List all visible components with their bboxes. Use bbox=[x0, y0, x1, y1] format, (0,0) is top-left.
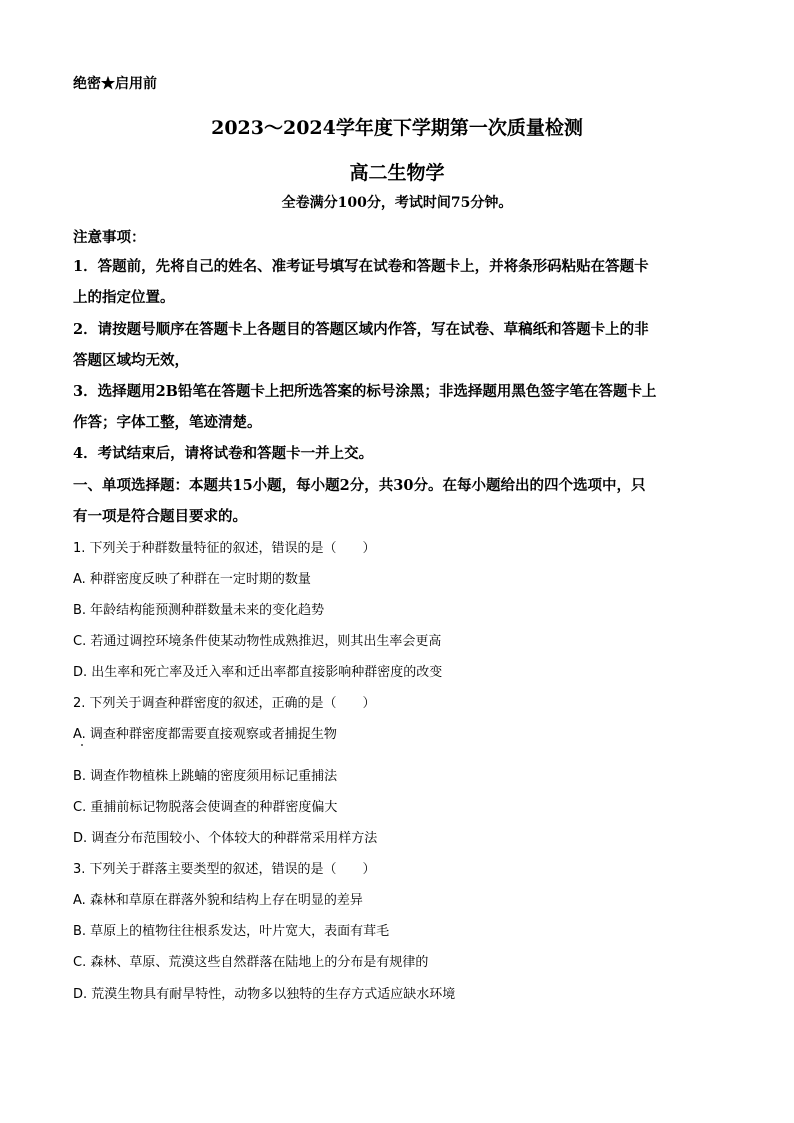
exam-title: 2023～2024学年度下学期第一次质量检测 bbox=[211, 117, 583, 139]
notes-heading: 注意事项： bbox=[73, 229, 146, 246]
question-stem: 3. 下列关于群落主要类型的叙述，错误的是（ ） bbox=[73, 862, 376, 877]
score-time-info: 全卷满分100分，考试时间75分钟。 bbox=[281, 195, 513, 211]
question-option: A. 种群密度反映了种群在一定时期的数量 bbox=[73, 572, 311, 587]
section-heading: 一、单项选择题：本题共15小题，每小题2分，共30分。在每小题给出的四个选项中，只 bbox=[73, 477, 646, 494]
question-option: D. 出生率和死亡率及迁入率和迁出率都直接影响种群密度的改变 bbox=[73, 665, 443, 680]
question-option: C. 重捕前标记物脱落会使调查的种群密度偏大 bbox=[73, 800, 338, 815]
note-line: 4．考试结束后，请将试卷和答题卡一并上交。 bbox=[73, 445, 374, 462]
question-option: C. 若通过调控环境条件使某动物性成熟推迟，则其出生率会更高 bbox=[73, 634, 442, 649]
question-stem: 1. 下列关于种群数量特征的叙述，错误的是（ ） bbox=[73, 541, 376, 556]
question-option: B. 调查作物植株上跳蝻的密度须用标记重捕法 bbox=[73, 769, 338, 784]
question-option: B. 草原上的植物往往根系发达，叶片宽大，表面有茸毛 bbox=[73, 924, 390, 939]
question-stem: 2. 下列关于调查种群密度的叙述，正确的是（ ） bbox=[73, 696, 376, 711]
question-option: A. 森林和草原在群落外貌和结构上存在明显的差异 bbox=[73, 893, 363, 908]
question-option: D. 荒漠生物具有耐旱特性，动物多以独特的生存方式适应缺水环境 bbox=[73, 987, 456, 1002]
subject-title: 高二生物学 bbox=[349, 162, 445, 184]
section-heading-cont: 有一项是符合题目要求的。 bbox=[73, 508, 247, 525]
question-option: A. 调查种群密度都需要直接观察或者捕捉生物 bbox=[73, 727, 337, 742]
question-option: B. 年龄结构能预测种群数量未来的变化趋势 bbox=[73, 603, 325, 618]
question-option: D. 调查分布范围较小、个体较大的种群常采用样方法 bbox=[73, 831, 378, 846]
stray-dot bbox=[81, 744, 83, 746]
confidential-mark: 绝密★启用前 bbox=[73, 76, 157, 92]
note-line: 2．请按题号顺序在答题卡上各题目的答题区域内作答，写在试卷、草稿纸和答题卡上的非 bbox=[73, 321, 649, 338]
note-line: 1．答题前，先将自己的姓名、准考证号填写在试卷和答题卡上，并将条形码粘贴在答题卡 bbox=[73, 258, 649, 275]
question-option: C. 森林、草原、荒漠这些自然群落在陆地上的分布是有规律的 bbox=[73, 955, 429, 970]
note-line: 作答；字体工整，笔迹清楚。 bbox=[73, 414, 262, 431]
note-line: 3．选择题用2B铅笔在答题卡上把所选答案的标号涂黑；非选择题用黑色签字笔在答题卡上 bbox=[73, 383, 657, 400]
note-line: 上的指定位置。 bbox=[73, 289, 175, 306]
note-line: 答题区域均无效， bbox=[73, 352, 189, 369]
